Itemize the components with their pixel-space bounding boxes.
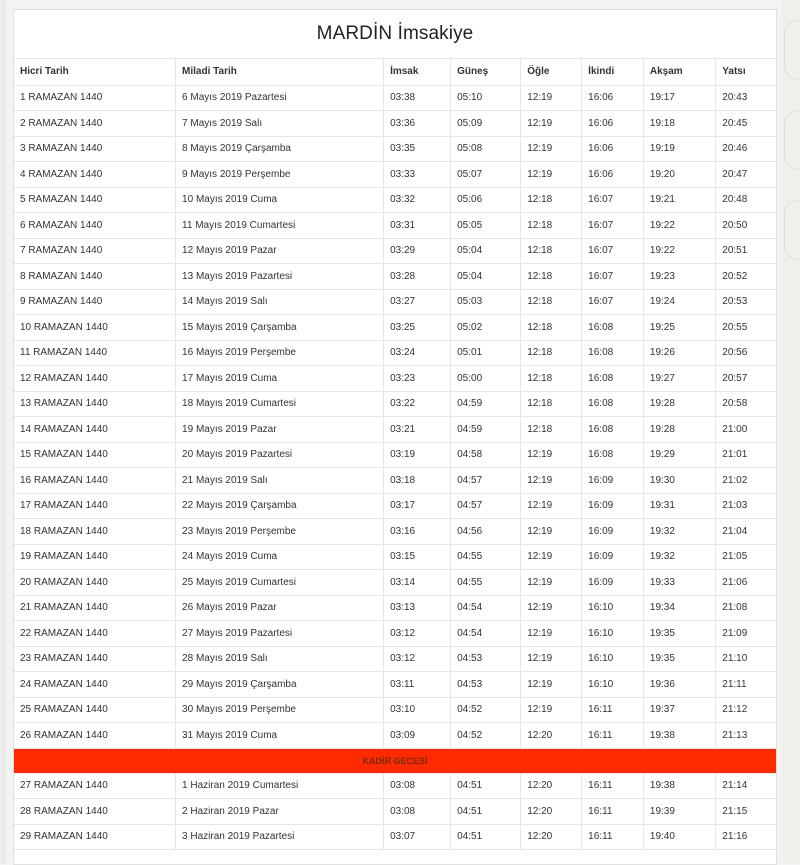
cell-hicri-tarih: 24 RAMAZAN 1440 xyxy=(14,672,176,698)
cell-aksam: 19:28 xyxy=(643,391,715,417)
cell-aksam: 19:34 xyxy=(643,595,715,621)
cell-gunes: 04:51 xyxy=(451,773,521,799)
cell-yatsi: 21:04 xyxy=(716,519,776,545)
cell-ogle: 12:18 xyxy=(521,289,582,315)
cell-imsak: 03:25 xyxy=(384,315,451,341)
cell-aksam: 19:25 xyxy=(643,315,715,341)
header-hicri-tarih: Hicri Tarih xyxy=(14,59,176,85)
cell-imsak: 03:36 xyxy=(384,111,451,137)
cell-imsak: 03:17 xyxy=(384,493,451,519)
cell-yatsi: 21:14 xyxy=(716,773,776,799)
cell-ogle: 12:20 xyxy=(521,799,582,825)
cell-aksam: 19:22 xyxy=(643,213,715,239)
cell-aksam: 19:35 xyxy=(643,646,715,672)
cell-yatsi: 21:02 xyxy=(716,468,776,494)
cell-ikindi: 16:08 xyxy=(582,340,644,366)
cell-yatsi: 20:53 xyxy=(716,289,776,315)
cell-yatsi: 20:50 xyxy=(716,213,776,239)
table-body-before-special xyxy=(14,85,776,748)
page-title: MARDİN İmsakiye xyxy=(14,10,776,59)
cell-ikindi: 16:07 xyxy=(582,187,644,213)
cell-aksam: 19:32 xyxy=(643,544,715,570)
cell-imsak: 03:12 xyxy=(384,621,451,647)
cell-hicri-tarih: 15 RAMAZAN 1440 xyxy=(14,442,176,468)
table-row xyxy=(14,442,776,468)
cell-ogle: 12:19 xyxy=(521,162,582,188)
table-row xyxy=(14,391,776,417)
cell-ogle: 12:20 xyxy=(521,824,582,850)
cell-yatsi: 20:43 xyxy=(716,85,776,111)
table-row xyxy=(14,366,776,392)
cell-ogle: 12:19 xyxy=(521,595,582,621)
cell-ikindi: 16:06 xyxy=(582,85,644,111)
cell-miladi-tarih: 7 Mayıs 2019 Salı xyxy=(176,111,384,137)
cell-ikindi: 16:10 xyxy=(582,595,644,621)
cell-yatsi: 20:55 xyxy=(716,315,776,341)
imsakiye-panel xyxy=(13,9,777,865)
cell-gunes: 05:07 xyxy=(451,162,521,188)
cell-ogle: 12:18 xyxy=(521,238,582,264)
table-row xyxy=(14,621,776,647)
imsakiye-table xyxy=(14,59,776,850)
cell-miladi-tarih: 28 Mayıs 2019 Salı xyxy=(176,646,384,672)
cell-miladi-tarih: 3 Haziran 2019 Pazartesi xyxy=(176,824,384,850)
cell-imsak: 03:33 xyxy=(384,162,451,188)
cell-imsak: 03:27 xyxy=(384,289,451,315)
cell-ikindi: 16:08 xyxy=(582,417,644,443)
table-row xyxy=(14,417,776,443)
cell-miladi-tarih: 26 Mayıs 2019 Pazar xyxy=(176,595,384,621)
cell-imsak: 03:32 xyxy=(384,187,451,213)
cell-hicri-tarih: 23 RAMAZAN 1440 xyxy=(14,646,176,672)
cell-imsak: 03:10 xyxy=(384,697,451,723)
cell-miladi-tarih: 15 Mayıs 2019 Çarşamba xyxy=(176,315,384,341)
cell-imsak: 03:23 xyxy=(384,366,451,392)
cell-gunes: 04:56 xyxy=(451,519,521,545)
table-row xyxy=(14,289,776,315)
cell-ikindi: 16:09 xyxy=(582,544,644,570)
left-page-edge xyxy=(0,0,5,863)
cell-yatsi: 20:52 xyxy=(716,264,776,290)
cell-gunes: 05:03 xyxy=(451,289,521,315)
cell-aksam: 19:24 xyxy=(643,289,715,315)
cell-ikindi: 16:11 xyxy=(582,799,644,825)
table-row xyxy=(14,672,776,698)
cell-hicri-tarih: 12 RAMAZAN 1440 xyxy=(14,366,176,392)
cell-ikindi: 16:09 xyxy=(582,570,644,596)
table-row xyxy=(14,697,776,723)
cell-gunes: 04:58 xyxy=(451,442,521,468)
cell-ogle: 12:18 xyxy=(521,366,582,392)
cell-ikindi: 16:07 xyxy=(582,264,644,290)
cell-miladi-tarih: 1 Haziran 2019 Cumartesi xyxy=(176,773,384,799)
cell-ikindi: 16:11 xyxy=(582,773,644,799)
cell-gunes: 05:00 xyxy=(451,366,521,392)
cell-miladi-tarih: 25 Mayıs 2019 Cumartesi xyxy=(176,570,384,596)
cell-yatsi: 21:12 xyxy=(716,697,776,723)
cell-hicri-tarih: 3 RAMAZAN 1440 xyxy=(14,136,176,162)
table-row xyxy=(14,799,776,825)
special-row-body xyxy=(14,748,776,773)
cell-gunes: 05:05 xyxy=(451,213,521,239)
cell-ogle: 12:18 xyxy=(521,264,582,290)
cell-miladi-tarih: 17 Mayıs 2019 Cuma xyxy=(176,366,384,392)
cell-gunes: 05:04 xyxy=(451,264,521,290)
cell-yatsi: 20:58 xyxy=(716,391,776,417)
cell-hicri-tarih: 17 RAMAZAN 1440 xyxy=(14,493,176,519)
header-aksam: Akşam xyxy=(643,59,715,85)
cell-miladi-tarih: 13 Mayıs 2019 Pazartesi xyxy=(176,264,384,290)
cell-ogle: 12:20 xyxy=(521,723,582,749)
cell-imsak: 03:22 xyxy=(384,391,451,417)
cell-gunes: 05:10 xyxy=(451,85,521,111)
cell-gunes: 05:08 xyxy=(451,136,521,162)
cell-aksam: 19:20 xyxy=(643,162,715,188)
cell-hicri-tarih: 22 RAMAZAN 1440 xyxy=(14,621,176,647)
cell-aksam: 19:36 xyxy=(643,672,715,698)
cell-imsak: 03:35 xyxy=(384,136,451,162)
cell-aksam: 19:32 xyxy=(643,519,715,545)
cell-hicri-tarih: 28 RAMAZAN 1440 xyxy=(14,799,176,825)
cell-gunes: 04:59 xyxy=(451,417,521,443)
cell-ikindi: 16:10 xyxy=(582,672,644,698)
cell-gunes: 04:57 xyxy=(451,468,521,494)
cell-hicri-tarih: 19 RAMAZAN 1440 xyxy=(14,544,176,570)
cell-yatsi: 20:51 xyxy=(716,238,776,264)
cell-yatsi: 20:56 xyxy=(716,340,776,366)
cell-gunes: 04:55 xyxy=(451,544,521,570)
cell-imsak: 03:08 xyxy=(384,799,451,825)
right-background-pattern xyxy=(782,0,800,863)
cell-gunes: 04:55 xyxy=(451,570,521,596)
cell-ogle: 12:19 xyxy=(521,85,582,111)
cell-miladi-tarih: 2 Haziran 2019 Pazar xyxy=(176,799,384,825)
table-row xyxy=(14,824,776,850)
cell-gunes: 04:51 xyxy=(451,824,521,850)
cell-imsak: 03:08 xyxy=(384,773,451,799)
cell-ogle: 12:20 xyxy=(521,773,582,799)
cell-miladi-tarih: 29 Mayıs 2019 Çarşamba xyxy=(176,672,384,698)
cell-aksam: 19:19 xyxy=(643,136,715,162)
cell-ikindi: 16:08 xyxy=(582,391,644,417)
cell-hicri-tarih: 8 RAMAZAN 1440 xyxy=(14,264,176,290)
header-yatsi: Yatsı xyxy=(716,59,776,85)
cell-aksam: 19:30 xyxy=(643,468,715,494)
table-row xyxy=(14,340,776,366)
cell-miladi-tarih: 21 Mayıs 2019 Salı xyxy=(176,468,384,494)
cell-ikindi: 16:10 xyxy=(582,646,644,672)
cell-miladi-tarih: 24 Mayıs 2019 Cuma xyxy=(176,544,384,570)
header-gunes: Güneş xyxy=(451,59,521,85)
cell-miladi-tarih: 27 Mayıs 2019 Pazartesi xyxy=(176,621,384,647)
cell-ikindi: 16:11 xyxy=(582,723,644,749)
cell-aksam: 19:23 xyxy=(643,264,715,290)
cell-aksam: 19:35 xyxy=(643,621,715,647)
cell-yatsi: 20:45 xyxy=(716,111,776,137)
cell-hicri-tarih: 14 RAMAZAN 1440 xyxy=(14,417,176,443)
cell-aksam: 19:38 xyxy=(643,773,715,799)
cell-gunes: 04:52 xyxy=(451,697,521,723)
cell-aksam: 19:40 xyxy=(643,824,715,850)
cell-ikindi: 16:08 xyxy=(582,315,644,341)
cell-ikindi: 16:10 xyxy=(582,621,644,647)
cell-imsak: 03:11 xyxy=(384,672,451,698)
cell-ikindi: 16:06 xyxy=(582,162,644,188)
cell-imsak: 03:29 xyxy=(384,238,451,264)
cell-gunes: 04:54 xyxy=(451,621,521,647)
cell-aksam: 19:21 xyxy=(643,187,715,213)
cell-miladi-tarih: 22 Mayıs 2019 Çarşamba xyxy=(176,493,384,519)
cell-ogle: 12:19 xyxy=(521,544,582,570)
cell-imsak: 03:15 xyxy=(384,544,451,570)
table-row xyxy=(14,187,776,213)
cell-yatsi: 21:00 xyxy=(716,417,776,443)
cell-ikindi: 16:07 xyxy=(582,213,644,239)
cell-miladi-tarih: 30 Mayıs 2019 Perşembe xyxy=(176,697,384,723)
cell-miladi-tarih: 11 Mayıs 2019 Cumartesi xyxy=(176,213,384,239)
cell-gunes: 04:51 xyxy=(451,799,521,825)
cell-ogle: 12:18 xyxy=(521,315,582,341)
cell-imsak: 03:24 xyxy=(384,340,451,366)
cell-hicri-tarih: 4 RAMAZAN 1440 xyxy=(14,162,176,188)
cell-imsak: 03:12 xyxy=(384,646,451,672)
header-miladi-tarih: Miladi Tarih xyxy=(176,59,384,85)
cell-hicri-tarih: 16 RAMAZAN 1440 xyxy=(14,468,176,494)
table-row xyxy=(14,315,776,341)
decorative-arc xyxy=(784,200,798,260)
cell-imsak: 03:19 xyxy=(384,442,451,468)
cell-imsak: 03:07 xyxy=(384,824,451,850)
cell-yatsi: 20:47 xyxy=(716,162,776,188)
table-row xyxy=(14,773,776,799)
cell-hicri-tarih: 2 RAMAZAN 1440 xyxy=(14,111,176,137)
cell-yatsi: 21:09 xyxy=(716,621,776,647)
cell-imsak: 03:09 xyxy=(384,723,451,749)
cell-aksam: 19:37 xyxy=(643,697,715,723)
cell-hicri-tarih: 10 RAMAZAN 1440 xyxy=(14,315,176,341)
cell-gunes: 04:53 xyxy=(451,672,521,698)
cell-hicri-tarih: 26 RAMAZAN 1440 xyxy=(14,723,176,749)
cell-aksam: 19:27 xyxy=(643,366,715,392)
table-row xyxy=(14,595,776,621)
cell-imsak: 03:38 xyxy=(384,85,451,111)
cell-yatsi: 20:57 xyxy=(716,366,776,392)
cell-miladi-tarih: 12 Mayıs 2019 Pazar xyxy=(176,238,384,264)
cell-hicri-tarih: 13 RAMAZAN 1440 xyxy=(14,391,176,417)
cell-ogle: 12:19 xyxy=(521,136,582,162)
cell-aksam: 19:22 xyxy=(643,238,715,264)
table-row xyxy=(14,213,776,239)
cell-ogle: 12:19 xyxy=(521,697,582,723)
cell-miladi-tarih: 20 Mayıs 2019 Pazartesi xyxy=(176,442,384,468)
table-row xyxy=(14,111,776,137)
cell-yatsi: 21:16 xyxy=(716,824,776,850)
cell-ogle: 12:18 xyxy=(521,187,582,213)
cell-ogle: 12:19 xyxy=(521,672,582,698)
cell-gunes: 04:53 xyxy=(451,646,521,672)
cell-imsak: 03:28 xyxy=(384,264,451,290)
table-row xyxy=(14,238,776,264)
cell-gunes: 05:01 xyxy=(451,340,521,366)
table-row xyxy=(14,162,776,188)
cell-aksam: 19:29 xyxy=(643,442,715,468)
table-row xyxy=(14,493,776,519)
cell-ikindi: 16:09 xyxy=(582,468,644,494)
cell-ogle: 12:18 xyxy=(521,340,582,366)
cell-yatsi: 21:01 xyxy=(716,442,776,468)
cell-ogle: 12:18 xyxy=(521,417,582,443)
cell-hicri-tarih: 25 RAMAZAN 1440 xyxy=(14,697,176,723)
header-ikindi: İkindi xyxy=(582,59,644,85)
cell-hicri-tarih: 9 RAMAZAN 1440 xyxy=(14,289,176,315)
cell-ogle: 12:19 xyxy=(521,493,582,519)
cell-ogle: 12:19 xyxy=(521,519,582,545)
decorative-arc xyxy=(784,110,798,170)
cell-aksam: 19:33 xyxy=(643,570,715,596)
cell-ogle: 12:18 xyxy=(521,213,582,239)
table-body-after-special xyxy=(14,773,776,850)
cell-yatsi: 21:05 xyxy=(716,544,776,570)
cell-hicri-tarih: 21 RAMAZAN 1440 xyxy=(14,595,176,621)
table-row xyxy=(14,544,776,570)
table-row xyxy=(14,723,776,749)
cell-miladi-tarih: 31 Mayıs 2019 Cuma xyxy=(176,723,384,749)
cell-imsak: 03:13 xyxy=(384,595,451,621)
cell-ikindi: 16:11 xyxy=(582,824,644,850)
cell-hicri-tarih: 27 RAMAZAN 1440 xyxy=(14,773,176,799)
cell-yatsi: 21:13 xyxy=(716,723,776,749)
cell-gunes: 04:52 xyxy=(451,723,521,749)
cell-yatsi: 21:11 xyxy=(716,672,776,698)
cell-yatsi: 21:08 xyxy=(716,595,776,621)
cell-ikindi: 16:06 xyxy=(582,136,644,162)
cell-hicri-tarih: 6 RAMAZAN 1440 xyxy=(14,213,176,239)
table-row xyxy=(14,519,776,545)
table-row xyxy=(14,136,776,162)
cell-imsak: 03:21 xyxy=(384,417,451,443)
decorative-arc xyxy=(784,20,798,80)
cell-gunes: 05:02 xyxy=(451,315,521,341)
cell-aksam: 19:39 xyxy=(643,799,715,825)
cell-ikindi: 16:09 xyxy=(582,493,644,519)
cell-gunes: 05:04 xyxy=(451,238,521,264)
cell-miladi-tarih: 23 Mayıs 2019 Perşembe xyxy=(176,519,384,545)
cell-miladi-tarih: 14 Mayıs 2019 Salı xyxy=(176,289,384,315)
table-row xyxy=(14,264,776,290)
cell-aksam: 19:26 xyxy=(643,340,715,366)
cell-yatsi: 20:46 xyxy=(716,136,776,162)
cell-gunes: 04:54 xyxy=(451,595,521,621)
cell-yatsi: 20:48 xyxy=(716,187,776,213)
cell-yatsi: 21:03 xyxy=(716,493,776,519)
cell-aksam: 19:31 xyxy=(643,493,715,519)
table-header-row xyxy=(14,59,776,85)
cell-hicri-tarih: 1 RAMAZAN 1440 xyxy=(14,85,176,111)
cell-miladi-tarih: 8 Mayıs 2019 Çarşamba xyxy=(176,136,384,162)
table-row xyxy=(14,85,776,111)
cell-miladi-tarih: 18 Mayıs 2019 Cumartesi xyxy=(176,391,384,417)
cell-gunes: 05:09 xyxy=(451,111,521,137)
cell-yatsi: 21:15 xyxy=(716,799,776,825)
cell-hicri-tarih: 20 RAMAZAN 1440 xyxy=(14,570,176,596)
cell-aksam: 19:18 xyxy=(643,111,715,137)
cell-hicri-tarih: 5 RAMAZAN 1440 xyxy=(14,187,176,213)
cell-aksam: 19:38 xyxy=(643,723,715,749)
cell-yatsi: 21:10 xyxy=(716,646,776,672)
cell-miladi-tarih: 9 Mayıs 2019 Perşembe xyxy=(176,162,384,188)
table-row xyxy=(14,570,776,596)
cell-hicri-tarih: 11 RAMAZAN 1440 xyxy=(14,340,176,366)
cell-ikindi: 16:08 xyxy=(582,442,644,468)
table-row xyxy=(14,468,776,494)
cell-ogle: 12:19 xyxy=(521,570,582,596)
cell-imsak: 03:14 xyxy=(384,570,451,596)
header-ogle: Öğle xyxy=(521,59,582,85)
cell-hicri-tarih: 18 RAMAZAN 1440 xyxy=(14,519,176,545)
kadir-gecesi-label: KADİR GECESİ xyxy=(14,748,776,773)
cell-ogle: 12:19 xyxy=(521,442,582,468)
cell-ikindi: 16:11 xyxy=(582,697,644,723)
cell-yatsi: 21:06 xyxy=(716,570,776,596)
cell-hicri-tarih: 29 RAMAZAN 1440 xyxy=(14,824,176,850)
cell-ogle: 12:18 xyxy=(521,391,582,417)
cell-imsak: 03:16 xyxy=(384,519,451,545)
cell-ikindi: 16:06 xyxy=(582,111,644,137)
cell-ogle: 12:19 xyxy=(521,111,582,137)
header-imsak: İmsak xyxy=(384,59,451,85)
cell-miladi-tarih: 6 Mayıs 2019 Pazartesi xyxy=(176,85,384,111)
cell-hicri-tarih: 7 RAMAZAN 1440 xyxy=(14,238,176,264)
cell-imsak: 03:31 xyxy=(384,213,451,239)
cell-ogle: 12:19 xyxy=(521,468,582,494)
cell-ikindi: 16:09 xyxy=(582,519,644,545)
kadir-gecesi-row xyxy=(14,748,776,773)
cell-ikindi: 16:07 xyxy=(582,238,644,264)
cell-ikindi: 16:07 xyxy=(582,289,644,315)
cell-aksam: 19:17 xyxy=(643,85,715,111)
table-row xyxy=(14,646,776,672)
cell-aksam: 19:28 xyxy=(643,417,715,443)
cell-imsak: 03:18 xyxy=(384,468,451,494)
cell-ogle: 12:19 xyxy=(521,646,582,672)
cell-miladi-tarih: 16 Mayıs 2019 Perşembe xyxy=(176,340,384,366)
cell-gunes: 04:59 xyxy=(451,391,521,417)
cell-ogle: 12:19 xyxy=(521,621,582,647)
cell-gunes: 04:57 xyxy=(451,493,521,519)
cell-gunes: 05:06 xyxy=(451,187,521,213)
cell-miladi-tarih: 19 Mayıs 2019 Pazar xyxy=(176,417,384,443)
cell-ikindi: 16:08 xyxy=(582,366,644,392)
cell-miladi-tarih: 10 Mayıs 2019 Cuma xyxy=(176,187,384,213)
